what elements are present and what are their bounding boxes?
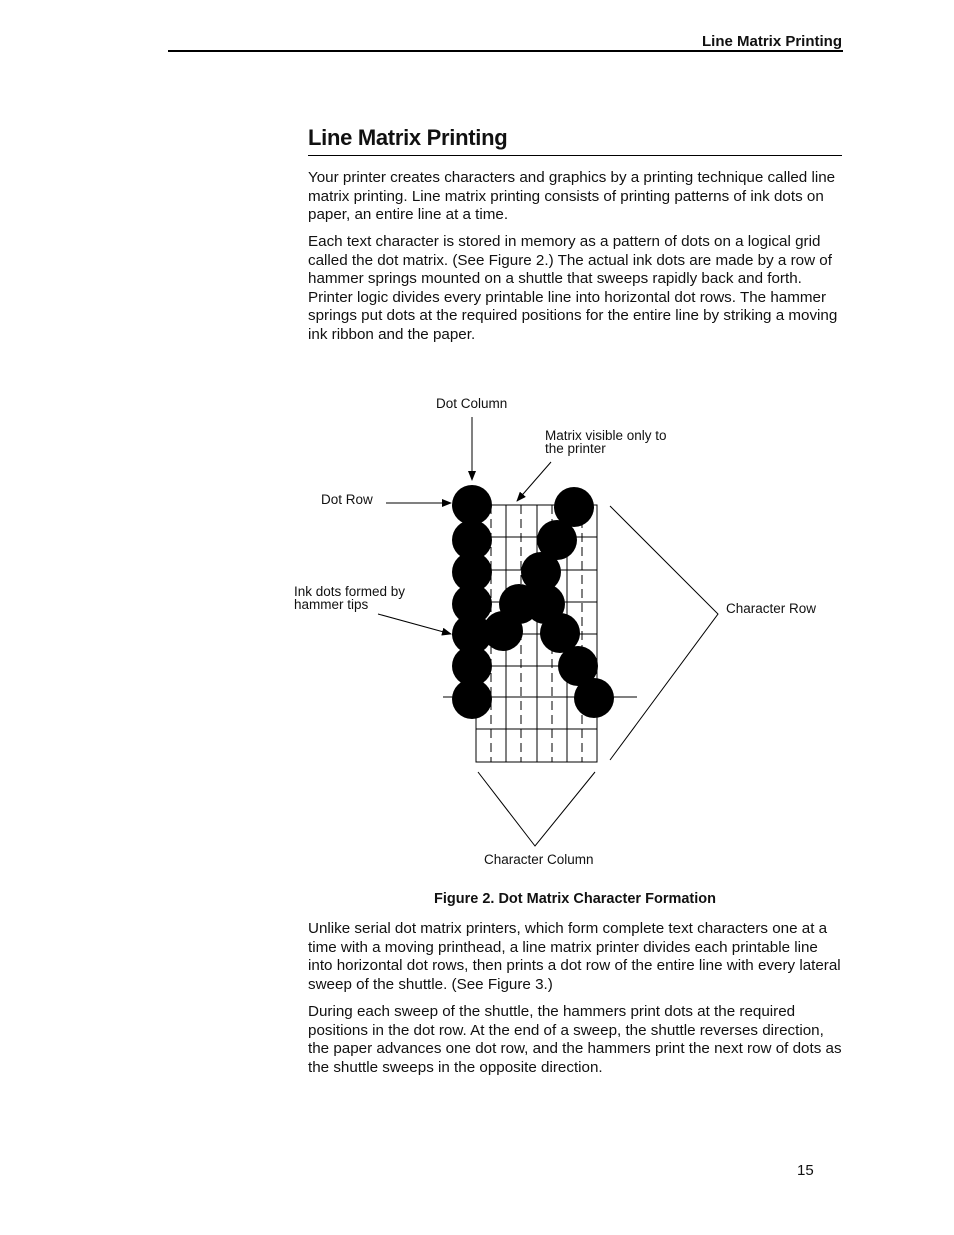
intro-paragraph: Your printer creates characters and graphics by a printing technique called line matrix printing. Line matrix printing consists of printing patterns of ink dots on paper, an entire line at a time. <box>308 169 836 224</box>
page-number: 15 <box>797 1162 814 1179</box>
section-title: Line Matrix Printing <box>308 125 508 150</box>
dot-column-label: Dot Column <box>436 396 508 411</box>
running-header-title: Line Matrix Printing <box>701 33 842 50</box>
ink-dot <box>452 485 492 525</box>
figure-caption: Figure 2. Dot Matrix Character Formation <box>434 891 716 907</box>
serial-comparison-paragraph: Unlike serial dot matrix printers, which form complete text characters one at a time with a moving printhead, a line matrix printer divides each printable line into horizontal dot rows, then prints a dot row of the entire line with every lateral sweep of the shuttle. (See Figure 3.) <box>308 920 841 993</box>
matrix-visible-arrow <box>517 462 551 501</box>
ink-dot <box>452 679 492 719</box>
shuttle-sweep-paragraph: During each sweep of the shuttle, the hammers print dots at the required positions in the dot row. At the end of a sweep, the shuttle reverses direction, the paper advances one dot row, and the hammers print the next row of dots as the shuttle sweeps in the opposite direction. <box>308 1003 842 1076</box>
ink-dots-label-line2: hammer tips <box>294 597 369 612</box>
ink-dots-label-line1: Ink dots formed by <box>294 584 406 599</box>
character-row-bracket <box>610 506 718 760</box>
ink-dots-arrow <box>378 614 451 634</box>
dot-matrix-paragraph: Each text character is stored in memory as a pattern of dots on a logical grid called the dot matrix. (See Figure 2.) The actual ink dots are made by a row of hammer springs mounted on a shuttle that sweeps rapidly back and forth. Printer logic divides every printable line into horizontal dot rows. The hammer springs put dots at the required positions for the entire line by striking a moving ink ribbon and the paper. <box>308 233 838 343</box>
ink-dot <box>483 611 523 651</box>
matrix-visible-label-line2: the printer <box>545 441 606 456</box>
character-column-bracket <box>478 772 595 846</box>
matrix-visible-label-line1: Matrix visible only to <box>545 428 667 443</box>
dot-row-label: Dot Row <box>321 492 373 507</box>
character-column-label: Character Column <box>484 852 594 867</box>
character-row-label: Character Row <box>726 601 817 616</box>
ink-dot <box>574 678 614 718</box>
